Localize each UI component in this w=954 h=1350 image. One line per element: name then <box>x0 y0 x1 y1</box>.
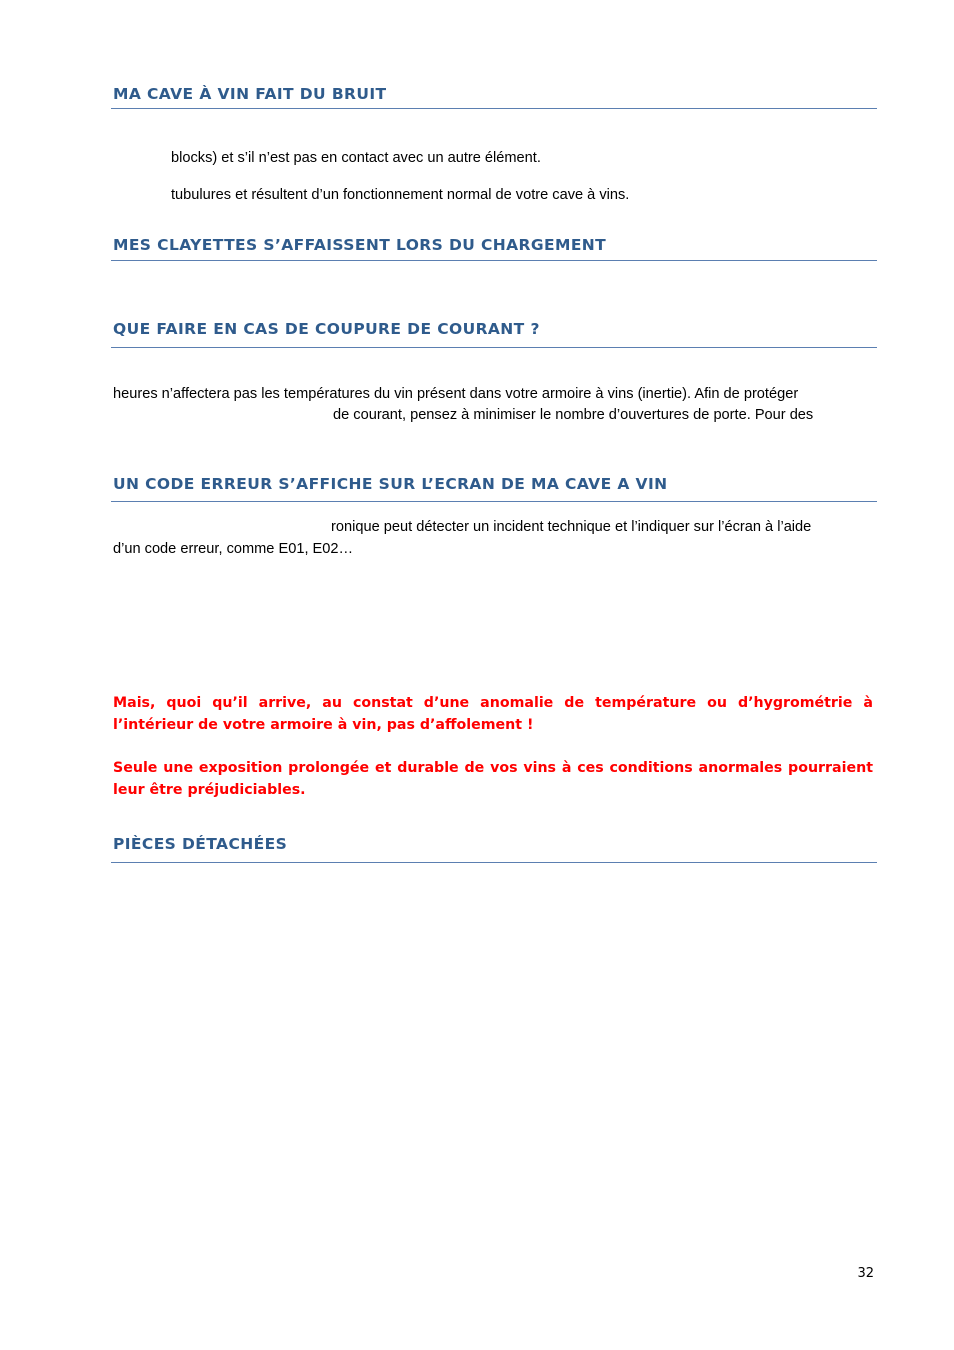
section-heading-clayettes: MES CLAYETTES S’AFFAISSENT LORS DU CHARGEMENT <box>113 236 607 254</box>
section-heading-pieces: PIÈCES DÉTACHÉES <box>113 835 288 853</box>
heading-rule <box>111 108 877 109</box>
paragraph-line: d’un code erreur, comme E01, E02… <box>113 541 354 557</box>
heading-rule <box>111 347 877 348</box>
alert-paragraph: Seule une exposition prolongée et durable de vos vins à ces conditions anormales pourraient leur être préjudiciables. <box>113 760 873 798</box>
paragraph-line: heures n’affectera pas les températures du vin présent dans votre armoire à vins (inertie). Afin de protéger <box>113 386 799 402</box>
paragraph-line: ronique peut détecter un incident technique et l’indiquer sur l’écran à l’aide <box>331 519 812 535</box>
page-number: 32 <box>857 1266 874 1281</box>
section-heading-coupure: QUE FAIRE EN CAS DE COUPURE DE COURANT ? <box>113 320 540 338</box>
section-heading-code-erreur: UN CODE ERREUR S’AFFICHE SUR L’ECRAN DE MA CAVE A VIN <box>113 475 668 493</box>
heading-rule <box>111 260 877 261</box>
paragraph-line: tubulures et résultent d’un fonctionnement normal de votre cave à vins. <box>171 187 630 203</box>
paragraph-line: de courant, pensez à minimiser le nombre d’ouvertures de porte. Pour des <box>333 407 814 423</box>
paragraph-line: blocks) et s’il n’est pas en contact avec un autre élément. <box>171 150 541 166</box>
alert-paragraph: Mais, quoi qu’il arrive, au constat d’une anomalie de température ou d’hygrométrie à l’intérieur de votre armoire à vin, pas d’affolement ! <box>113 695 873 733</box>
heading-rule <box>111 862 877 863</box>
section-heading-bruit: MA CAVE À VIN FAIT DU BRUIT <box>113 85 387 103</box>
heading-rule <box>111 501 877 502</box>
